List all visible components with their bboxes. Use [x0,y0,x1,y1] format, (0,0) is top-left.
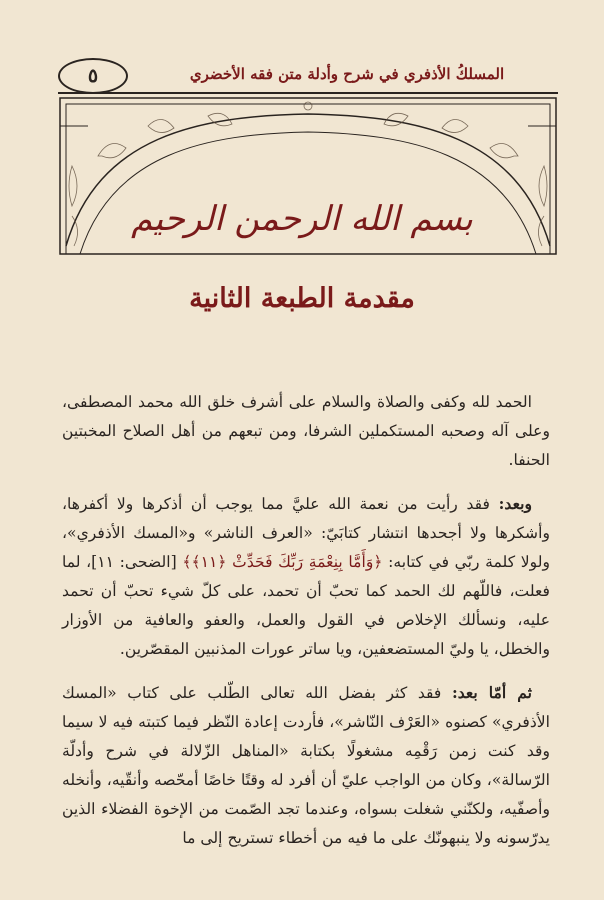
paragraph-lead: ثم أمّا بعد: [451,683,532,702]
running-title: المسلكُ الأذفري في شرح وأدلة متن فقه الأخضري [189,65,505,83]
paragraph [62,489,550,664]
paragraph-lead: وبعد: [498,494,532,513]
paragraph-text-after: [الضحى: ١١]، لما فعلت، فاللّهم لك الحمد كما تحبّ أن تحمد، على كلّ شيء تحبّ أن تحمد عليه، ونسألك الإخلاص في القول والعمل، والعفو والعافية من الأوزار والخطل، يا وليّ المستضعفين، ويا ساتر عورات المذنبين المقصّرين. [62,553,550,658]
paragraph-text: فقد كثر بفضل الله تعالى الطّلب على كتاب «المسك الأذفري» كصنوه «العَرْف النّاشر»، فأردت إعادة النّظر فيما كتبته فيه لا سيما وقد كنت زمن رَقْمِه مشغولًا بكتابة «المناهل الزّلالة في شرح وأدلّة الرّسالة»، وكان من الواجب عليّ أن أفرد له وقتًا خاصًا أمحّصه وأنقّيه، وأنخله وأصفّيه، ولكنّني شغلت بسواه، وعندما تجد الصّمت من الإخوة الفضلاء الذين يدرّسونه ولا ينبهونّك على ما فيه من أخطاء تستريح إلى ما [62,684,550,847]
header-rule [58,92,558,94]
quran-verse: ﴿وَأَمَّا بِنِعْمَةِ رَبِّكَ فَحَدِّثْ ﴿١١﴾﴾ [182,553,383,571]
page-number: ٥ [58,58,128,94]
paragraph-text: فقد رأيت من نعمة الله عليَّ مما يوجب أن أذكرها ولا أكفرها، وأشكرها ولا أجحدها انتشار كتابَيّ: «العرف الناشر» و«المسك الأذفري»، ولولا كلمة ربّي في كتابه: [62,495,551,571]
section-title: مقدمة الطبعة الثانية [189,283,415,314]
running-header [58,56,558,92]
basmala: بسم الله الرحمن الرحيم [131,199,473,239]
paragraph-text: الحمد لله وكفى والصلاة والسلام على أشرف خلق الله محمد المصطفى، وعلى آله وصحبه المستكملين الشرفا، ومن تبعهم من أهل الصلاح المخبتين الحنفا. [62,393,550,469]
body-text [62,388,550,867]
paragraph [62,388,550,475]
paragraph [62,678,550,853]
